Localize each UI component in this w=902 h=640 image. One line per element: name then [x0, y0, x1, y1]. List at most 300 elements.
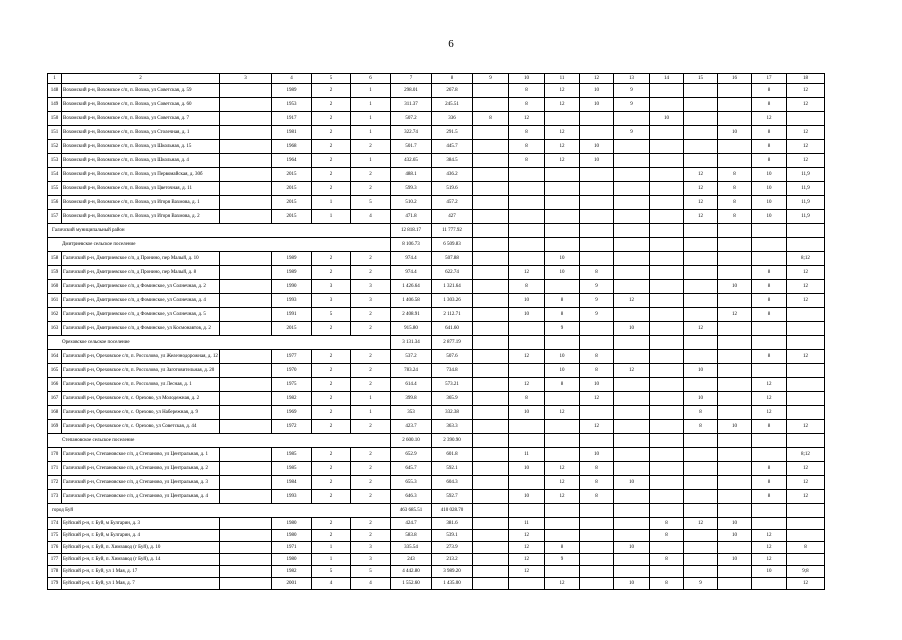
- value-cell-c14: 8: [650, 530, 684, 542]
- value-cell-c9: [473, 476, 509, 490]
- value-cell-c16: [718, 364, 752, 378]
- value-cell-c12: [580, 554, 614, 566]
- address-cell: Галичский р-н, Ореховское с/п, п. Россолово, ул Железнодорожная, д. 12: [62, 350, 220, 364]
- row-number: 169: [48, 420, 62, 434]
- address-cell: Галичский р-н, Степановское с/п, д Степаново, ул Центральная, д. 1: [62, 448, 220, 462]
- value-cell-c6: 2: [351, 364, 391, 378]
- address-cell: Галичский р-н, Ореховское с/п, п. Россолово, ул Заготовительная, д. 20: [62, 364, 220, 378]
- value-cell-c16: [718, 294, 752, 308]
- address-cell: Галичский р-н, Ореховское с/п, п. Россолово, ул Лесная, д. 1: [62, 378, 220, 392]
- value-cell-c6: 2: [351, 140, 391, 154]
- empty-cell: [473, 504, 509, 518]
- empty-cell: [220, 266, 272, 280]
- row-number: 160: [48, 280, 62, 294]
- row-number: 149: [48, 98, 62, 112]
- value-cell-c5: 2: [312, 462, 351, 476]
- empty-cell: [650, 434, 684, 448]
- value-cell-c18: 8;12: [787, 448, 825, 462]
- value-cell-c12: 9: [580, 294, 614, 308]
- row-number: 175: [48, 530, 62, 542]
- value-cell-c11: 10: [545, 364, 580, 378]
- value-cell-c17: 8: [752, 84, 787, 98]
- table-row: [48, 518, 825, 530]
- value-cell-c16: [718, 566, 752, 578]
- value-cell-c15: 12: [684, 168, 718, 182]
- empty-cell: [220, 280, 272, 294]
- value-cell-c18: 11,9: [787, 196, 825, 210]
- section-total-area: 12 818.17: [391, 224, 432, 238]
- value-cell-c15: [684, 126, 718, 140]
- row-number: 178: [48, 566, 62, 578]
- value-cell-c18: [787, 322, 825, 336]
- value-cell-c13: [614, 140, 650, 154]
- empty-cell: [220, 210, 272, 224]
- value-cell-c9: [473, 448, 509, 462]
- value-cell-c17: 8: [752, 154, 787, 168]
- value-cell-c16: 10: [718, 420, 752, 434]
- value-cell-c11: 12: [545, 98, 580, 112]
- value-cell-c10: 10: [509, 406, 545, 420]
- value-cell-c7: 652.9: [391, 448, 432, 462]
- empty-cell: [614, 504, 650, 518]
- value-cell-c14: [650, 448, 684, 462]
- empty-cell: [473, 224, 509, 238]
- value-cell-c14: 10: [650, 112, 684, 126]
- value-cell-c15: [684, 84, 718, 98]
- value-cell-c14: [650, 266, 684, 280]
- table-row: [48, 420, 825, 434]
- address-cell: Вохомский р-н, Вохомское с/п, п. Вохма, ул Первомайская, д. 30б: [62, 168, 220, 182]
- value-cell-c5: 2: [312, 182, 351, 196]
- column-number: 17: [752, 74, 787, 84]
- column-number: 1: [48, 74, 62, 84]
- value-cell-c16: [718, 476, 752, 490]
- value-cell-c12: [580, 530, 614, 542]
- value-cell-c12: [580, 518, 614, 530]
- value-cell-c5: 2: [312, 406, 351, 420]
- value-cell-c8: 601.8: [432, 448, 473, 462]
- value-cell-c18: [787, 406, 825, 420]
- value-cell-c7: 488.1: [391, 168, 432, 182]
- value-cell-c7: 322.74: [391, 126, 432, 140]
- empty-cell: [650, 224, 684, 238]
- value-cell-c16: [718, 252, 752, 266]
- empty-cell: [509, 238, 545, 252]
- section-total-area: 3 131.34: [391, 336, 432, 350]
- table-row: [48, 252, 825, 266]
- row-number: 167: [48, 392, 62, 406]
- value-cell-c12: 8: [580, 350, 614, 364]
- value-cell-c13: [614, 210, 650, 224]
- value-cell-c18: 12: [787, 420, 825, 434]
- value-cell-c18: [787, 112, 825, 126]
- value-cell-c17: 8: [752, 462, 787, 476]
- empty-cell: [684, 434, 718, 448]
- empty-cell: [684, 238, 718, 252]
- value-cell-c18: [787, 554, 825, 566]
- value-cell-c14: [650, 462, 684, 476]
- value-cell-c9: [473, 210, 509, 224]
- value-cell-c10: 8: [509, 154, 545, 168]
- value-cell-c11: [545, 566, 580, 578]
- empty-cell: [220, 406, 272, 420]
- empty-cell: [220, 462, 272, 476]
- empty-cell: [220, 542, 272, 554]
- address-cell: Галичский р-н, Дмитриевское с/п, д Пронино, пер Малый, д. 8: [62, 266, 220, 280]
- empty-cell: [220, 112, 272, 126]
- empty-cell: [220, 518, 272, 530]
- value-cell-c12: 10: [580, 448, 614, 462]
- value-cell-c18: 12: [787, 578, 825, 590]
- empty-cell: [684, 336, 718, 350]
- value-cell-c13: 12: [614, 294, 650, 308]
- value-cell-c9: [473, 126, 509, 140]
- value-cell-c18: 12: [787, 490, 825, 504]
- value-cell-c14: [650, 364, 684, 378]
- value-cell-c11: [545, 420, 580, 434]
- value-cell-c6: 2: [351, 462, 391, 476]
- value-cell-c10: 10: [509, 294, 545, 308]
- value-cell-c9: [473, 542, 509, 554]
- section-subtotal-row: [48, 224, 825, 238]
- table-row: [48, 294, 825, 308]
- value-cell-c6: 2: [351, 350, 391, 364]
- empty-cell: [580, 336, 614, 350]
- value-cell-c15: [684, 554, 718, 566]
- column-number: 12: [580, 74, 614, 84]
- address-cell: Галичский р-н, Дмитриевское с/п, д Фоминское, ул Солнечная, д. 5: [62, 308, 220, 322]
- value-cell-c11: 9: [545, 554, 580, 566]
- empty-cell: [473, 434, 509, 448]
- value-cell-c11: [545, 392, 580, 406]
- table-row: [48, 308, 825, 322]
- table-row: [48, 266, 825, 280]
- value-cell-c7: 1 552.60: [391, 578, 432, 590]
- value-cell-c17: 10: [752, 168, 787, 182]
- empty-cell: [752, 434, 787, 448]
- value-cell-c7: 915.80: [391, 322, 432, 336]
- value-cell-c12: [580, 210, 614, 224]
- value-cell-c17: 10: [752, 566, 787, 578]
- value-cell-c8: 445.7: [432, 140, 473, 154]
- row-number: 158: [48, 252, 62, 266]
- value-cell-c9: [473, 378, 509, 392]
- value-cell-c18: [787, 518, 825, 530]
- value-cell-c18: 11,9: [787, 168, 825, 182]
- value-cell-c13: [614, 266, 650, 280]
- column-number: 7: [391, 74, 432, 84]
- value-cell-c13: [614, 392, 650, 406]
- value-cell-c7: 614.4: [391, 378, 432, 392]
- value-cell-c4: 2001: [272, 578, 312, 590]
- row-number: 163: [48, 322, 62, 336]
- value-cell-c5: 3: [312, 280, 351, 294]
- table-row: [48, 280, 825, 294]
- address-cell: Вохомский р-н, Вохомское с/п, п. Вохма, ул Столечная, д. 1: [62, 126, 220, 140]
- empty-cell: [220, 308, 272, 322]
- value-cell-c15: [684, 140, 718, 154]
- value-cell-c10: 12: [509, 378, 545, 392]
- empty-cell: [220, 378, 272, 392]
- value-cell-c8: 332.38: [432, 406, 473, 420]
- value-cell-c5: 2: [312, 420, 351, 434]
- value-cell-c5: 2: [312, 392, 351, 406]
- value-cell-c10: 11: [509, 448, 545, 462]
- value-cell-c16: [718, 154, 752, 168]
- value-cell-c13: [614, 252, 650, 266]
- value-cell-c18: 12: [787, 98, 825, 112]
- address-cell: Галичский р-н, Дмитриевское с/п, д Фоминское, ул Солнечная, д. 2: [62, 280, 220, 294]
- value-cell-c17: 8: [752, 140, 787, 154]
- value-cell-c9: [473, 154, 509, 168]
- value-cell-c10: 8: [509, 84, 545, 98]
- value-cell-c8: 1 435.00: [432, 578, 473, 590]
- value-cell-c6: 3: [351, 280, 391, 294]
- address-cell: Буйский р-н, г. Буй, м Булгарин, д. 4: [62, 530, 220, 542]
- value-cell-c5: 5: [312, 308, 351, 322]
- row-number: 155: [48, 182, 62, 196]
- value-cell-c4: 1969: [272, 406, 312, 420]
- value-cell-c14: 8: [650, 518, 684, 530]
- section-total-area: 8 106.73: [391, 238, 432, 252]
- value-cell-c13: [614, 280, 650, 294]
- value-cell-c13: [614, 182, 650, 196]
- value-cell-c10: [509, 420, 545, 434]
- value-cell-c17: [752, 252, 787, 266]
- empty-cell: [509, 224, 545, 238]
- column-number-row: [48, 74, 825, 84]
- value-cell-c12: [580, 566, 614, 578]
- value-cell-c10: [509, 578, 545, 590]
- address-cell: Галичский р-н, Степановское с/п, д Степаново, ул Центральная, д. 3: [62, 476, 220, 490]
- value-cell-c18: 12: [787, 476, 825, 490]
- value-cell-c8: 622.74: [432, 266, 473, 280]
- value-cell-c16: [718, 392, 752, 406]
- table-row: [48, 112, 825, 126]
- value-cell-c18: [787, 308, 825, 322]
- value-cell-c11: 12: [545, 406, 580, 420]
- value-cell-c11: [545, 448, 580, 462]
- value-cell-c14: [650, 84, 684, 98]
- value-cell-c9: [473, 84, 509, 98]
- empty-cell: [545, 504, 580, 518]
- section-label: Степановское сельское поселение: [48, 434, 391, 448]
- value-cell-c10: 12: [509, 530, 545, 542]
- value-cell-c9: [473, 554, 509, 566]
- value-cell-c5: 2: [312, 84, 351, 98]
- value-cell-c18: 12: [787, 294, 825, 308]
- column-number: 16: [718, 74, 752, 84]
- value-cell-c6: 2: [351, 490, 391, 504]
- value-cell-c7: 646.3: [391, 490, 432, 504]
- address-cell: Галичский р-н, Степановское с/п, д Степаново, ул Центральная, д. 4: [62, 490, 220, 504]
- value-cell-c10: [509, 196, 545, 210]
- value-cell-c11: 8: [545, 542, 580, 554]
- value-cell-c7: 353: [391, 406, 432, 420]
- value-cell-c7: 599.3: [391, 182, 432, 196]
- value-cell-c13: [614, 490, 650, 504]
- empty-cell: [787, 224, 825, 238]
- value-cell-c13: 9: [614, 126, 650, 140]
- table-row: [48, 98, 825, 112]
- value-cell-c14: [650, 350, 684, 364]
- value-cell-c18: 12: [787, 462, 825, 476]
- empty-cell: [614, 434, 650, 448]
- value-cell-c7: 471.8: [391, 210, 432, 224]
- value-cell-c8: 641.60: [432, 322, 473, 336]
- value-cell-c6: 4: [351, 578, 391, 590]
- value-cell-c13: [614, 378, 650, 392]
- section-subtotal-row: [48, 504, 825, 518]
- value-cell-c15: 12: [684, 196, 718, 210]
- value-cell-c4: 1985: [272, 462, 312, 476]
- value-cell-c7: 783.24: [391, 364, 432, 378]
- value-cell-c15: [684, 154, 718, 168]
- empty-cell: [752, 224, 787, 238]
- empty-cell: [718, 224, 752, 238]
- value-cell-c12: [580, 182, 614, 196]
- value-cell-c4: 1953: [272, 98, 312, 112]
- value-cell-c13: [614, 154, 650, 168]
- value-cell-c17: 8: [752, 308, 787, 322]
- value-cell-c15: [684, 350, 718, 364]
- value-cell-c5: 2: [312, 112, 351, 126]
- empty-cell: [220, 448, 272, 462]
- empty-cell: [220, 154, 272, 168]
- value-cell-c17: 8: [752, 490, 787, 504]
- row-number: 148: [48, 84, 62, 98]
- value-cell-c12: 10: [580, 140, 614, 154]
- table-row: [48, 530, 825, 542]
- value-cell-c7: 2 408.91: [391, 308, 432, 322]
- value-cell-c16: 8: [718, 182, 752, 196]
- value-cell-c10: [509, 168, 545, 182]
- row-number: 165: [48, 364, 62, 378]
- value-cell-c16: [718, 490, 752, 504]
- empty-cell: [752, 238, 787, 252]
- value-cell-c9: [473, 406, 509, 420]
- value-cell-c13: [614, 406, 650, 420]
- value-cell-c12: 9: [580, 308, 614, 322]
- value-cell-c7: 501.7: [391, 140, 432, 154]
- value-cell-c13: 9: [614, 98, 650, 112]
- value-cell-c12: 8: [580, 266, 614, 280]
- section-living-area: 410 028.70: [432, 504, 473, 518]
- value-cell-c18: 12: [787, 280, 825, 294]
- value-cell-c7: 655.3: [391, 476, 432, 490]
- table-row: [48, 84, 825, 98]
- value-cell-c14: [650, 182, 684, 196]
- section-living-area: 2 877.19: [432, 336, 473, 350]
- value-cell-c4: 1985: [272, 448, 312, 462]
- empty-cell: [509, 434, 545, 448]
- column-number: 6: [351, 74, 391, 84]
- column-number: 2: [62, 74, 220, 84]
- value-cell-c18: 12: [787, 350, 825, 364]
- value-cell-c8: 3 989.20: [432, 566, 473, 578]
- value-cell-c7: 974.4: [391, 266, 432, 280]
- value-cell-c14: [650, 476, 684, 490]
- value-cell-c4: 1991: [272, 308, 312, 322]
- table-row: [48, 378, 825, 392]
- value-cell-c11: 10: [545, 252, 580, 266]
- value-cell-c16: 10: [718, 126, 752, 140]
- row-number: 179: [48, 578, 62, 590]
- value-cell-c10: 12: [509, 112, 545, 126]
- value-cell-c10: [509, 210, 545, 224]
- empty-cell: [614, 238, 650, 252]
- value-cell-c14: [650, 196, 684, 210]
- value-cell-c4: 2015: [272, 182, 312, 196]
- table-row: [48, 350, 825, 364]
- value-cell-c4: 2015: [272, 210, 312, 224]
- address-cell: Галичский р-н, Дмитриевское с/п, д Пронино, пер Малый, д. 10: [62, 252, 220, 266]
- value-cell-c17: [752, 518, 787, 530]
- address-cell: Галичский р-н, Ореховское с/п, с. Орехово, ул Советская, д. 44: [62, 420, 220, 434]
- value-cell-c15: [684, 98, 718, 112]
- address-cell: Вохомский р-н, Вохомское с/п, п. Вохма, ул Школьная, д. 4: [62, 154, 220, 168]
- row-number: 164: [48, 350, 62, 364]
- value-cell-c16: [718, 266, 752, 280]
- value-cell-c10: 8: [509, 280, 545, 294]
- value-cell-c11: 12: [545, 140, 580, 154]
- table-row: [48, 210, 825, 224]
- value-cell-c7: 974.4: [391, 252, 432, 266]
- value-cell-c18: 12: [787, 140, 825, 154]
- value-cell-c8: 507.6: [432, 350, 473, 364]
- section-total-area: 2 600.10: [391, 434, 432, 448]
- empty-cell: [580, 504, 614, 518]
- table-row: [48, 578, 825, 590]
- value-cell-c17: 12: [752, 554, 787, 566]
- address-cell: Вохомский р-н, Вохомское с/п, п. Вохма, ул Советская, д. 60: [62, 98, 220, 112]
- value-cell-c15: [684, 308, 718, 322]
- value-cell-c17: 10: [752, 196, 787, 210]
- value-cell-c9: [473, 350, 509, 364]
- section-total-area: 463 685.51: [391, 504, 432, 518]
- value-cell-c17: [752, 578, 787, 590]
- value-cell-c17: 8: [752, 280, 787, 294]
- empty-cell: [220, 294, 272, 308]
- value-cell-c5: 2: [312, 98, 351, 112]
- value-cell-c5: 2: [312, 252, 351, 266]
- value-cell-c13: [614, 448, 650, 462]
- value-cell-c10: 8: [509, 98, 545, 112]
- table-row: [48, 462, 825, 476]
- value-cell-c7: 1 426.64: [391, 280, 432, 294]
- table-row: [48, 182, 825, 196]
- row-number: 168: [48, 406, 62, 420]
- value-cell-c7: 510.2: [391, 196, 432, 210]
- value-cell-c15: [684, 566, 718, 578]
- value-cell-c14: [650, 542, 684, 554]
- value-cell-c8: 507.88: [432, 252, 473, 266]
- empty-cell: [545, 434, 580, 448]
- value-cell-c9: [473, 98, 509, 112]
- value-cell-c8: 457.2: [432, 196, 473, 210]
- value-cell-c7: 298.01: [391, 84, 432, 98]
- row-number: 151: [48, 126, 62, 140]
- value-cell-c18: 11,9: [787, 210, 825, 224]
- empty-cell: [220, 490, 272, 504]
- column-number: 11: [545, 74, 580, 84]
- value-cell-c17: 12: [752, 112, 787, 126]
- empty-cell: [509, 504, 545, 518]
- value-cell-c10: 12: [509, 554, 545, 566]
- value-cell-c15: 10: [684, 392, 718, 406]
- empty-cell: [220, 182, 272, 196]
- table-row: [48, 542, 825, 554]
